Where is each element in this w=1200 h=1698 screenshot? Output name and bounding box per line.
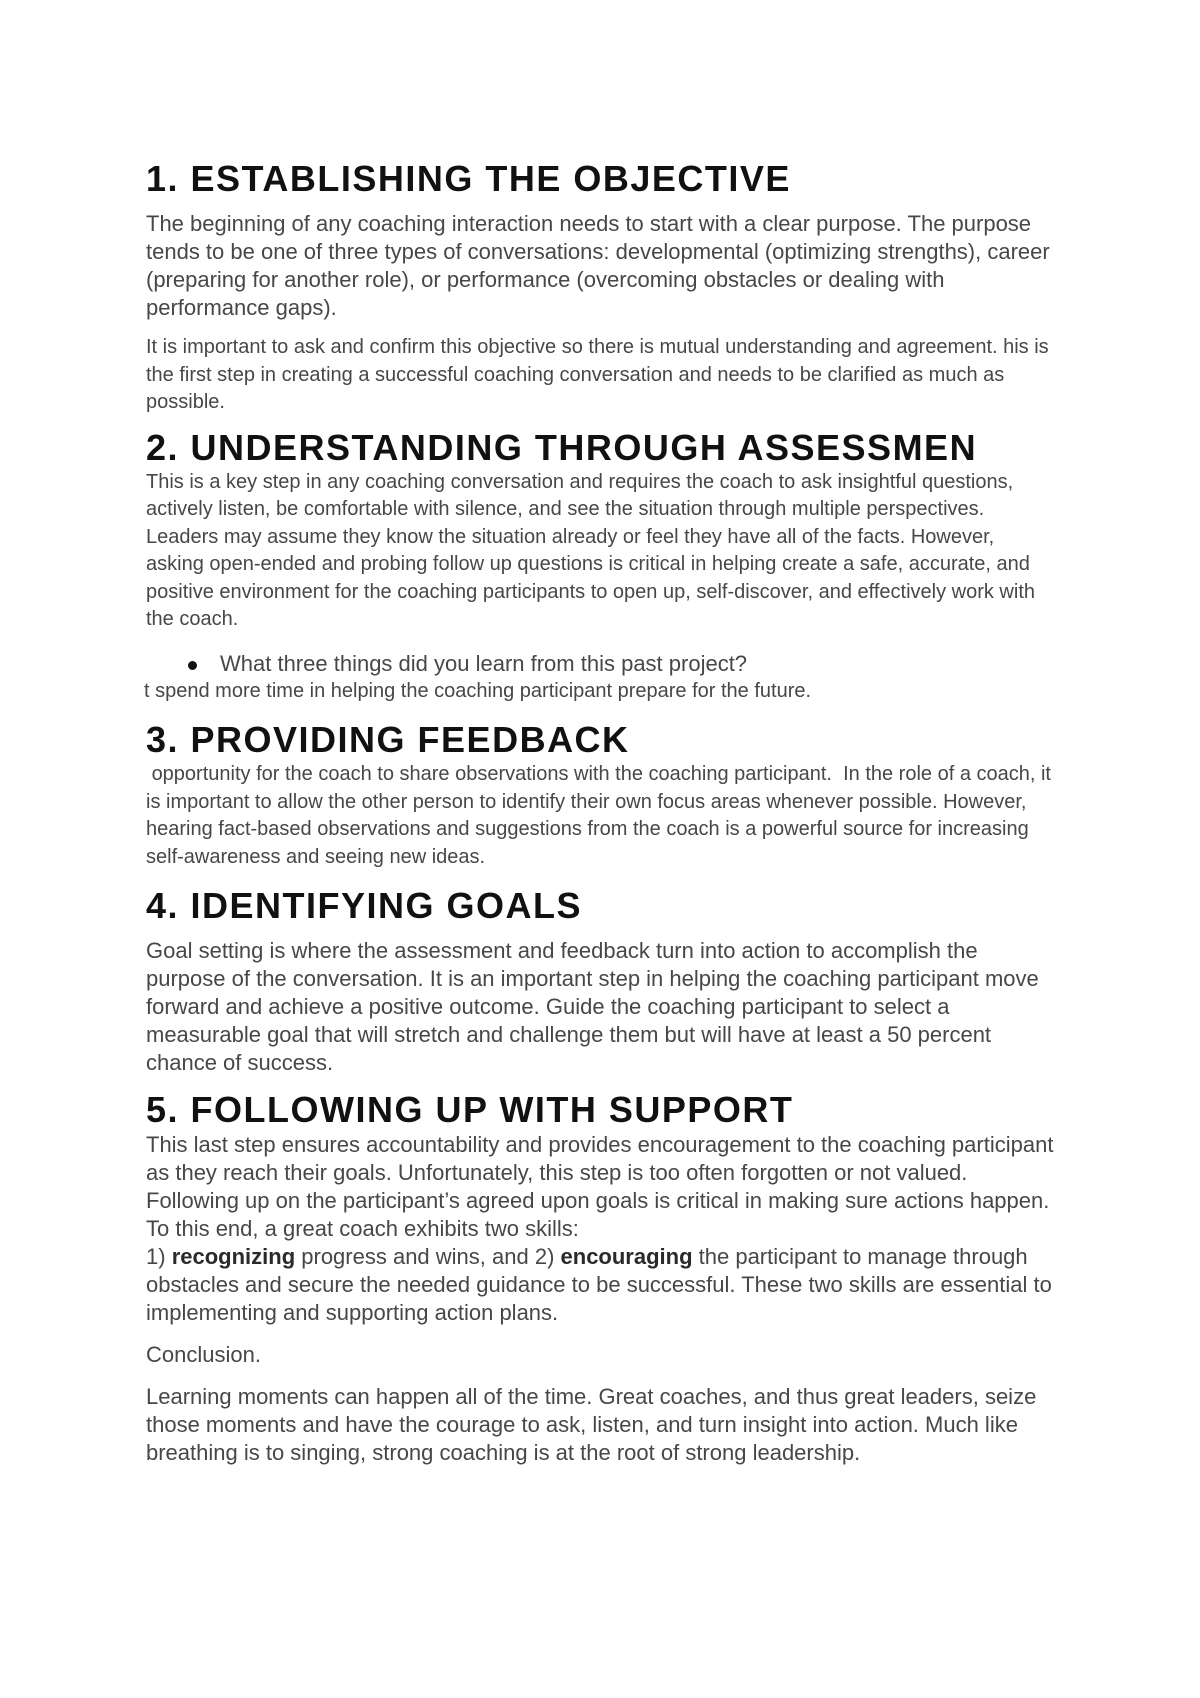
section-5-skills-paragraph: [146, 1243, 1056, 1327]
conclusion-label: Conclusion.: [146, 1342, 261, 1367]
keyword-recognizing: recognizing: [171, 1244, 296, 1269]
skills-suffix: the participant to manage through obstacles and secure the needed guidance to be successful. These two skills are essential to implementing and supporting action plans.: [146, 1244, 1052, 1325]
section-5-heading: 5. FOLLOWING UP WITH SUPPORT: [146, 1089, 794, 1130]
skills-mid: progress and wins, and 2): [295, 1244, 561, 1269]
section-1-paragraph-2: It is important to ask and confirm this objective so there is mutual understanding and agreement. his is the first step in creating a successful coaching conversation and needs to be clarified as much as possible.: [146, 336, 1049, 413]
skills-prefix: 1): [146, 1244, 172, 1269]
section-2-bullet-text: What three things did you learn from this past project?: [220, 650, 748, 676]
section-1-paragraph-1: The beginning of any coaching interaction needs to start with a clear purpose. The purpose tends to be one of three types of conversations: developmental (optimizing strengths), career (preparing for another role), or performance (overcoming obstacles or dealing with performance gaps).: [146, 211, 1050, 320]
section-4-paragraph-1: Goal setting is where the assessment and feedback turn into action to accomplish the purpose of the conversation. It is an important step in helping the coaching participant move forward and achieve a positive outcome. Guide the coaching participant to select a measurable goal that will stretch and challenge them but will have at least a 50 percent chance of success.: [146, 938, 1039, 1075]
document-page: [146, 158, 1056, 1467]
section-2-heading: 2. UNDERSTANDING THROUGH ASSESSMEN: [146, 426, 978, 468]
section-1-heading: 1. ESTABLISHING THE OBJECTIVE: [146, 158, 791, 199]
section-4-heading: 4. IDENTIFYING GOALS: [146, 885, 583, 926]
bullet-dot-icon: [188, 661, 197, 670]
section-2-bullet-item: [146, 650, 1056, 678]
section-3-paragraph-1: opportunity for the coach to share observations with the coaching participant. In the role of a coach, it is important to allow the other person to identify their own focus areas whenever possible. However, hearing fact-based observations and suggestions from the coach is a powerful source for increasing self-awareness and seeing new ideas.: [146, 763, 1057, 868]
section-5-paragraph-1: This last step ensures accountability and provides encouragement to the coaching participant as they reach their goals. Unfortunately, this step is too often forgotten or not valued. Following up on the participant’s agreed upon goals is critical in making sure actions happen. To this end, a great coach exhibits two skills:: [146, 1132, 1054, 1241]
section-3-heading: 3. PROVIDING FEEDBACK: [146, 719, 630, 760]
keyword-encouraging: encouraging: [560, 1244, 693, 1269]
section-2-paragraph-1: This is a key step in any coaching conversation and requires the coach to ask insightful questions, actively listen, be comfortable with silence, and see the situation through multiple perspectives. Leaders may assume they know the situation already or feel they have all of the facts. However, asking open-ended and probing follow up questions is critical in helping create a safe, accurate, and positive environment for the coaching participants to open up, self-discover, and effectively work with the coach.: [146, 470, 1035, 630]
section-2-after-bullet: t spend more time in helping the coaching participant prepare for the future.: [144, 679, 812, 702]
conclusion-paragraph: Learning moments can happen all of the time. Great coaches, and thus great leaders, seize those moments and have the courage to ask, listen, and turn insight into action. Much like breathing is to singing, strong coaching is at the root of strong leadership.: [146, 1384, 1037, 1465]
